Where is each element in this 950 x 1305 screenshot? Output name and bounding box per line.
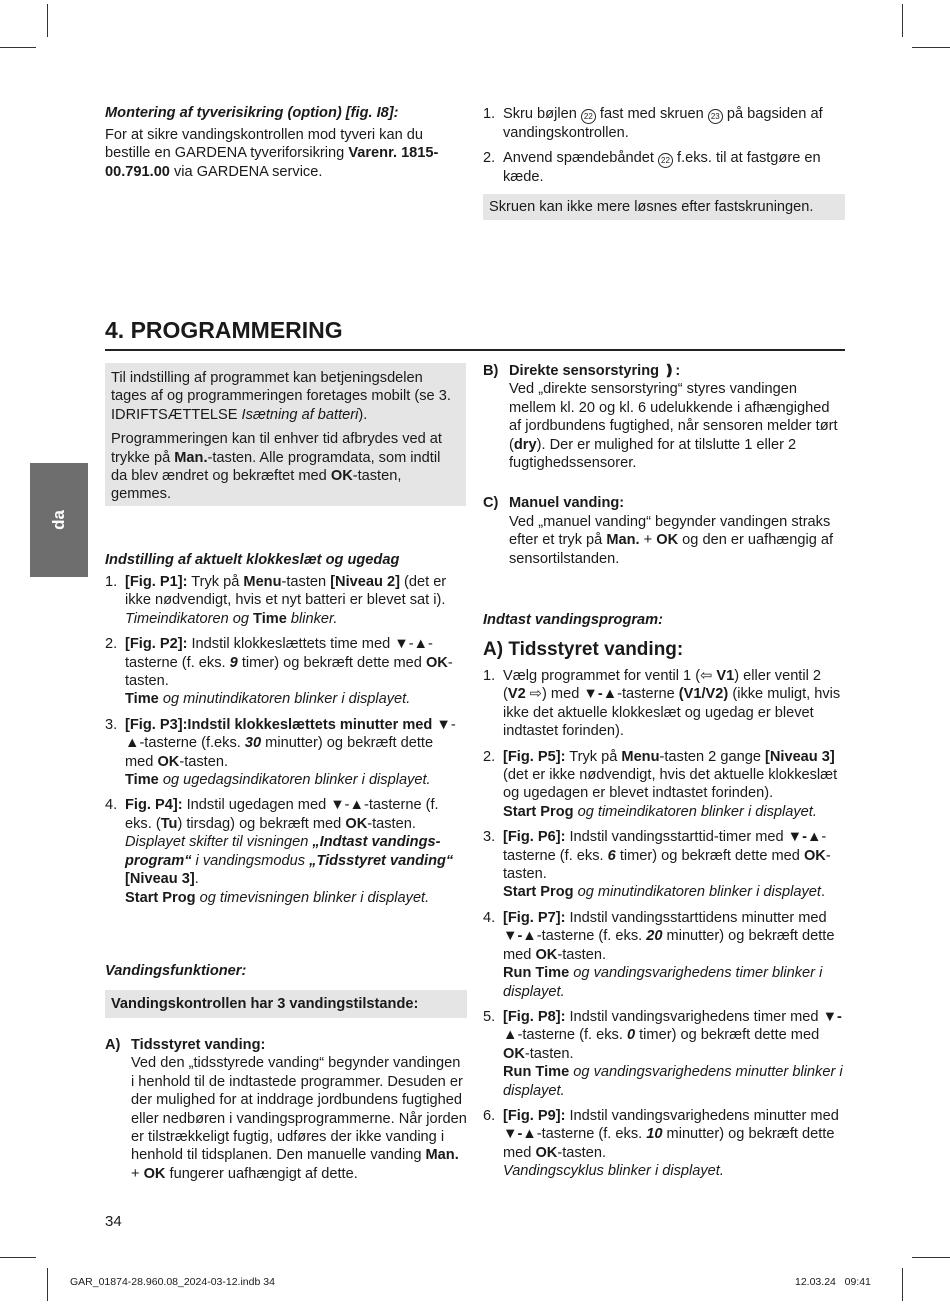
step-text: f.eks. til at fastgøre en kæde. bbox=[503, 150, 821, 186]
step-text: [Fig. P3]:Indstil klokkeslættets minutter med ▼-▲-tasterne (f.eks. 30 minutter) og bekræft dette med OK-tasten. Time og ugedagsindikatoren blinker i displayet. bbox=[125, 716, 456, 789]
intro-text: ). bbox=[358, 406, 368, 423]
mode-description bbox=[509, 380, 845, 472]
key-name: Man. bbox=[425, 1147, 459, 1164]
crop-mark bbox=[912, 1257, 950, 1258]
clock-steps bbox=[105, 573, 460, 907]
step-number: 1. bbox=[105, 574, 118, 590]
intro-text: Programmeringen kan til enhver tid afbrydes ved at trykke på bbox=[111, 431, 442, 466]
clock-step bbox=[105, 573, 460, 628]
theft-protection-block bbox=[105, 104, 450, 181]
mode-key: A) bbox=[105, 1037, 121, 1053]
mode-text: Ved „direkte sensorstyring“ styres vandingen mellem kl. 20 og kl. 6 udelukkende i afhængighed af jordbundens fugtighed, når sensoren melder tørt ( bbox=[509, 381, 838, 453]
program-step bbox=[483, 1107, 845, 1181]
language-tab-label: da bbox=[49, 510, 68, 530]
mode-text: ). Der er mulighed for at tilslutte 1 eller 2 fugtighedssensorer. bbox=[509, 436, 797, 472]
mode-c bbox=[483, 494, 845, 568]
mode-text: fungerer uafhængigt af dette. bbox=[165, 1165, 358, 1182]
section-title: 4. PROGRAMMERING bbox=[105, 317, 343, 343]
program-subtitle: A) Tidsstyret vanding: bbox=[483, 639, 684, 660]
program-heading: Indtast vandingsprogram: bbox=[483, 612, 664, 628]
mode-b bbox=[483, 362, 845, 472]
part-number-icon: 22 bbox=[658, 153, 673, 168]
sensor-icon: ❫ bbox=[663, 363, 676, 379]
step-number: 3. bbox=[483, 829, 496, 846]
step-number: 4. bbox=[483, 909, 496, 926]
step-text: [Fig. P5]: Tryk på Menu-tasten 2 gange [Niveau 3] (det er ikke nødvendigt, hvis det aktuelle klokkeslæt og ugedagen er blevet indtastet forinden). Start Prog og timeindikatoren blinker i displayet. bbox=[503, 748, 838, 820]
intro-paragraph bbox=[111, 369, 460, 424]
step-number: 4. bbox=[105, 797, 118, 814]
program-step bbox=[483, 667, 845, 741]
intro-reference: Isætning af batteri bbox=[241, 406, 359, 423]
intro-box bbox=[105, 363, 466, 506]
step-text: [Fig. P9]: Indstil vandingsvarighedens minutter med ▼-▲-tasterne (f. eks. 10 minutter) og bekræft dette med OK-tasten. Vandingscyklus blinker i displayet. bbox=[503, 1107, 839, 1180]
step-text: [Fig. P8]: Indstil vandingsvarighedens timer med ▼-▲-tasterne (f. eks. 0 timer) og bekræft dette med OK-tasten. Run Time og vandingsvarighedens minutter blinker i displayet. bbox=[503, 1008, 843, 1099]
crop-mark bbox=[902, 1268, 903, 1301]
key-name: OK bbox=[143, 1165, 166, 1182]
mode-key: C) bbox=[483, 495, 499, 512]
right-modes bbox=[483, 362, 845, 568]
step-number: 1. bbox=[483, 106, 496, 122]
program-step bbox=[483, 1008, 845, 1100]
section-rule bbox=[105, 349, 845, 351]
article-suffix: via GARDENA service. bbox=[169, 163, 323, 180]
mounting-step bbox=[483, 105, 845, 142]
mode-description bbox=[509, 513, 845, 568]
intro-text: Til indstilling af programmet kan betjeningsdelen tages af og programmeringen foretages mobilt (se 3. IDRIFTSÆTTELSE bbox=[111, 370, 451, 423]
step-number: 1. bbox=[483, 668, 496, 684]
program-step bbox=[483, 909, 845, 1001]
key-name: OK bbox=[330, 468, 353, 485]
article-number: Varenr. 1815-00.791.00 bbox=[105, 145, 439, 180]
clock-setting-heading: Indstilling af aktuelt klokkeslæt og ugedag bbox=[105, 552, 400, 568]
key-name: Man. bbox=[174, 449, 208, 466]
mode-text: Ved „manuel vanding“ begynder vandingen straks efter et tryk på bbox=[509, 513, 831, 549]
theft-protection-heading: Montering af tyverisikring (option) [fig. I8]: bbox=[105, 105, 399, 121]
theft-protection-body: For at sikre vandingskontrollen mod tyveri kan du bestille en GARDENA tyveriforsikring bbox=[105, 127, 423, 162]
mode-title-colon: : bbox=[675, 363, 681, 379]
step-number: 6. bbox=[483, 1107, 496, 1124]
mode-description bbox=[131, 1054, 467, 1183]
footer-file: GAR_01874-28.960.08_2024-03-12.indb 34 bbox=[70, 1276, 275, 1288]
mode-text: Ved den „tidsstyrede vanding“ begynder vandingen i henhold til de indtastede programmer. Desuden er der mulighed for at inddrage jordbundens fugtighed eller nedbøren i vandingsprogrammerne. Når jorden er tilstrækkeligt fugtig, udføres der ikke vanding i henhold til tidsplanen. Den manuelle vanding bbox=[131, 1055, 467, 1164]
clock-step bbox=[105, 635, 460, 709]
mounting-steps bbox=[483, 105, 845, 220]
intro-paragraph bbox=[111, 430, 460, 504]
key-name: OK bbox=[656, 532, 679, 549]
step-text: Skru bøjlen bbox=[503, 106, 581, 122]
crop-mark bbox=[47, 1268, 48, 1301]
mode-title: Direkte sensorstyring bbox=[509, 363, 660, 379]
program-steps bbox=[483, 667, 845, 1181]
mounting-step bbox=[483, 149, 845, 186]
plus-sign: + bbox=[639, 532, 657, 549]
step-text: fast med skruen bbox=[595, 106, 708, 122]
watering-functions-heading: Vandingsfunktioner: bbox=[105, 963, 247, 979]
step-text: Vælg programmet for ventil 1 (⇦ V1) eller ventil 2 (V2 ⇨) med ▼-▲-tasterne (V1/V2) (ikke muligt, hvis ikke det aktuelle klokkeslæt og ugedag er blevet indtastet forinden). bbox=[503, 668, 841, 740]
note-box: Skruen kan ikke mere løsnes efter fastskruningen. bbox=[483, 194, 845, 220]
crop-mark bbox=[912, 47, 950, 48]
mode-title: Manuel vanding: bbox=[509, 495, 625, 512]
mode-text: og den er uafhængig af sensortilstanden. bbox=[509, 532, 834, 567]
modes-box: Vandingskontrollen har 3 vandingstilstande: bbox=[105, 990, 467, 1018]
crop-mark bbox=[0, 1257, 36, 1258]
clock-step bbox=[105, 716, 460, 790]
step-text: [Fig. P1]: Tryk på Menu-tasten [Niveau 2] (det er ikke nødvendigt, hvis et nyt batteri er blevet sat i). Timeindikatoren og Time blinker. bbox=[125, 574, 447, 627]
mode-a bbox=[105, 1036, 467, 1183]
step-text: [Fig. P2]: Indstil klokkeslættets time med ▼-▲-tasterne (f. eks. 9 timer) og bekræft dette med OK-tasten. Time og minutindikatoren blinker i displayet. bbox=[125, 636, 453, 708]
clock-setting-block bbox=[105, 551, 460, 914]
step-number: 2. bbox=[105, 636, 118, 653]
program-block bbox=[483, 611, 845, 1188]
step-text: Anvend spændebåndet bbox=[503, 150, 658, 167]
intro-text: -tasten, gemmes. bbox=[111, 468, 402, 503]
key-name: Man. bbox=[606, 532, 640, 549]
mode-title: Tidsstyret vanding: bbox=[131, 1037, 266, 1053]
program-step bbox=[483, 748, 845, 822]
watering-functions-block bbox=[105, 962, 467, 1183]
step-text: Fig. P4]: Indstil ugedagen med ▼-▲-tasterne (f. eks. (Tu) tirsdag) og bekræft med OK-tasten. Displayet skifter til visningen „Indtast vandingsprogram“ i vandingsmodus „Tidsstyret vanding“ [Niveau 3]. Start Prog og timevisningen blinker i displayet. bbox=[125, 797, 454, 906]
step-text: [Fig. P6]: Indstil vandingsstarttid-timer med ▼-▲-tasterne (f. eks. 6 timer) og bekræft dette med OK-tasten. Start Prog og minutindikatoren blinker i displayet. bbox=[503, 829, 831, 901]
page-number: 34 bbox=[105, 1213, 122, 1230]
crop-mark bbox=[0, 47, 36, 48]
theft-protection-text bbox=[105, 126, 450, 181]
language-tab bbox=[30, 463, 88, 577]
step-number: 3. bbox=[105, 716, 118, 733]
footer-date: 12.03.24 09:41 bbox=[795, 1276, 871, 1288]
step-number: 2. bbox=[483, 150, 496, 167]
crop-mark bbox=[47, 4, 48, 37]
program-step bbox=[483, 828, 845, 902]
step-number: 2. bbox=[483, 748, 496, 765]
step-text: [Fig. P7]: Indstil vandingsstarttidens minutter med ▼-▲-tasterne (f. eks. 20 minutter) og bekræft dette med OK-tasten. Run Time og vandingsvarighedens timer blinker i displayet. bbox=[503, 909, 835, 1000]
plus-sign: + bbox=[131, 1165, 144, 1182]
intro-text: -tasten. Alle programdata, som indtil da blev ændret og bekræftet med bbox=[111, 449, 441, 485]
part-number-icon: 23 bbox=[708, 109, 723, 124]
mode-key: B) bbox=[483, 363, 499, 379]
step-text: på bagsiden af vandingskontrollen. bbox=[503, 106, 823, 141]
step-number: 5. bbox=[483, 1008, 496, 1025]
part-number-icon: 22 bbox=[581, 109, 596, 124]
dry-label: dry bbox=[513, 436, 537, 453]
clock-step bbox=[105, 796, 460, 906]
crop-mark bbox=[902, 4, 903, 37]
